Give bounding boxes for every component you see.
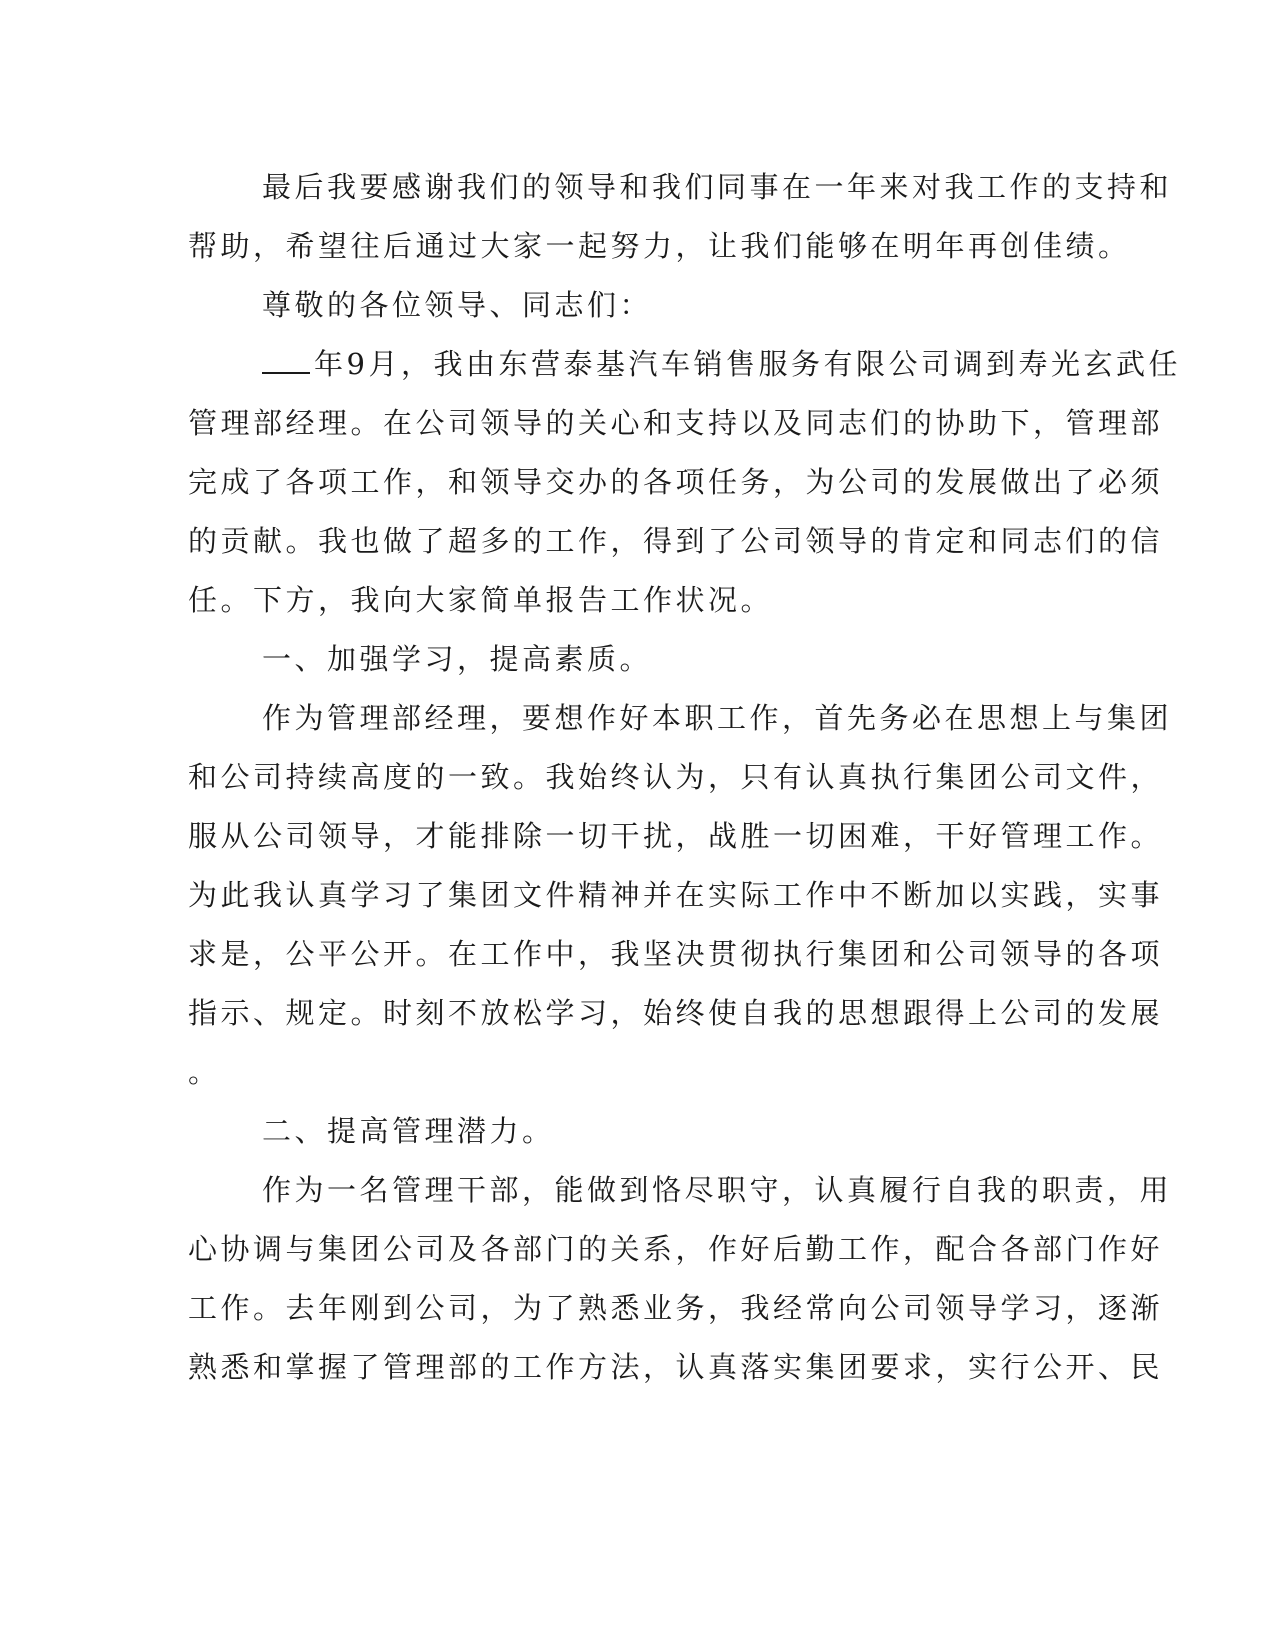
text-line <box>188 1338 1164 1397</box>
text-line <box>188 1161 1173 1220</box>
text-line <box>188 276 1068 335</box>
line-text: 指示、规定。时刻不放松学习，始终使自我的思想跟得上公司的发展 <box>188 996 1164 1030</box>
text-line <box>188 158 1173 217</box>
line-text: 作为管理部经理，要想作好本职工作，首先务必在思想上与集团 <box>262 701 1173 735</box>
text-line <box>188 1043 1068 1102</box>
line-text: 服从公司领导，才能排除一切干扰，战胜一切困难，干好管理工作。 <box>188 819 1164 853</box>
text-line <box>188 217 1131 276</box>
section-heading <box>188 1102 1068 1161</box>
line-text: 熟悉和掌握了管理部的工作方法，认真落实集团要求，实行公开、民 <box>188 1350 1164 1384</box>
line-text: 年9月，我由东营泰基汽车销售服务有限公司调到寿光玄武任 <box>314 347 1181 381</box>
line-text: 一、加强学习，提高素质。 <box>262 642 653 676</box>
text-line <box>188 807 1164 866</box>
text-line <box>188 689 1173 748</box>
line-text: 。 <box>188 1055 221 1089</box>
line-text: 管理部经理。在公司领导的关心和支持以及同志们的协助下，管理部 <box>188 406 1164 440</box>
text-line <box>188 453 1164 512</box>
text-line <box>188 571 1068 630</box>
line-text: 工作。去年刚到公司，为了熟悉业务，我经常向公司领导学习，逐渐 <box>188 1291 1164 1325</box>
line-text: 和公司持续高度的一致。我始终认为，只有认真执行集团公司文件， <box>188 760 1164 794</box>
text-line <box>188 984 1164 1043</box>
text-line <box>188 512 1164 571</box>
blank-underline <box>262 350 310 374</box>
line-text: 二、提高管理潜力。 <box>262 1114 555 1148</box>
line-text: 尊敬的各位领导、同志们： <box>262 288 653 322</box>
line-text: 完成了各项工作，和领导交办的各项任务，为公司的发展做出了必须 <box>188 465 1164 499</box>
text-line <box>188 1279 1164 1338</box>
line-text: 作为一名管理干部，能做到恪尽职守，认真履行自我的职责，用 <box>262 1173 1173 1207</box>
text-line <box>188 394 1164 453</box>
line-text: 为此我认真学习了集团文件精神并在实际工作中不断加以实践，实事 <box>188 878 1164 912</box>
text-line <box>188 335 1181 394</box>
line-text: 最后我要感谢我们的领导和我们同事在一年来对我工作的支持和 <box>262 170 1173 204</box>
text-line <box>188 748 1164 807</box>
line-text: 心协调与集团公司及各部门的关系，作好后勤工作，配合各部门作好 <box>188 1232 1164 1266</box>
line-text: 求是，公平公开。在工作中，我坚决贯彻执行集团和公司领导的各项 <box>188 937 1164 971</box>
line-text: 的贡献。我也做了超多的工作，得到了公司领导的肯定和同志们的信 <box>188 524 1164 558</box>
body-text <box>188 158 1181 1397</box>
section-heading <box>188 630 1068 689</box>
text-line <box>188 925 1164 984</box>
line-text: 任。下方，我向大家简单报告工作状况。 <box>188 583 774 617</box>
text-line <box>188 866 1164 925</box>
text-line <box>188 1220 1164 1279</box>
line-text: 帮助，希望往后通过大家一起努力，让我们能够在明年再创佳绩。 <box>188 229 1131 263</box>
